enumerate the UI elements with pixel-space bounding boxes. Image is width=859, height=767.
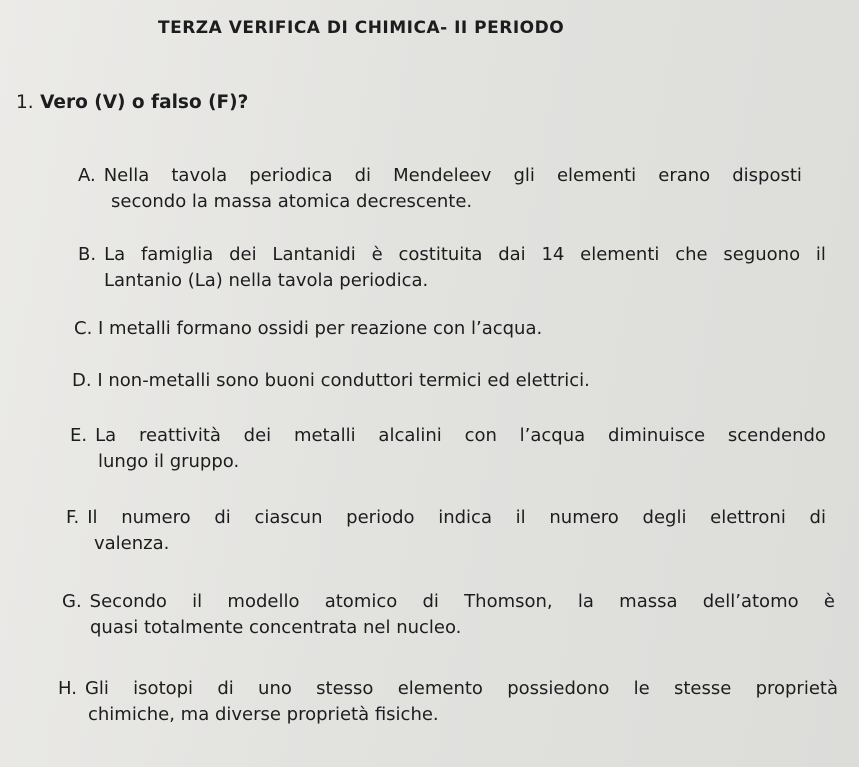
item-text-line1: La reattività dei metalli alcalini con l’acqua diminuisce scendendo [95, 425, 826, 446]
item-text-line1: I metalli formano ossidi per reazione con l’acqua. [98, 318, 543, 339]
item-text-line2: secondo la massa atomica decrescente. [111, 191, 473, 212]
item-text-line1: Il numero di ciascun periodo indica il numero degli elettroni di [87, 507, 826, 528]
item-text-line2: chimiche, ma diverse proprietà fisiche. [88, 704, 439, 725]
question-number: 1. [16, 92, 34, 113]
question-text: Vero (V) o falso (F)? [40, 92, 249, 113]
list-item [70, 423, 826, 475]
item-text-line1: Secondo il modello atomico di Thomson, la massa dell’atomo è [89, 591, 835, 612]
list-item [78, 163, 802, 215]
item-letter: A. [78, 165, 96, 186]
question-heading [16, 92, 248, 113]
item-text-line2: lungo il gruppo. [98, 451, 240, 472]
item-text-line2: valenza. [94, 533, 170, 554]
item-text-line1: I non-metalli sono buoni conduttori termici ed elettrici. [97, 370, 590, 391]
list-item [74, 316, 542, 342]
item-text-line1: Gli isotopi di uno stesso elemento possiedono le stesse proprietà [84, 678, 838, 699]
item-text-line2: Lantanio (La) nella tavola periodica. [104, 270, 429, 291]
list-item [62, 589, 835, 641]
item-text-line1: Nella tavola periodica di Mendeleev gli elementi erano disposti [103, 165, 802, 186]
list-item [66, 505, 826, 557]
list-item [78, 242, 826, 294]
item-letter: D. [72, 370, 92, 391]
item-letter: F. [66, 507, 80, 528]
item-letter: G. [62, 591, 82, 612]
item-letter: B. [78, 244, 97, 265]
list-item [58, 676, 838, 728]
item-letter: H. [58, 678, 77, 699]
list-item [72, 368, 590, 394]
item-text-line2: quasi totalmente concentrata nel nucleo. [90, 617, 462, 638]
item-letter: E. [70, 425, 88, 446]
page-title: TERZA VERIFICA DI CHIMICA- II PERIODO [158, 18, 565, 38]
item-text-line1: La famiglia dei Lantanidi è costituita dai 14 elementi che seguono il [104, 244, 826, 265]
item-letter: C. [74, 318, 93, 339]
